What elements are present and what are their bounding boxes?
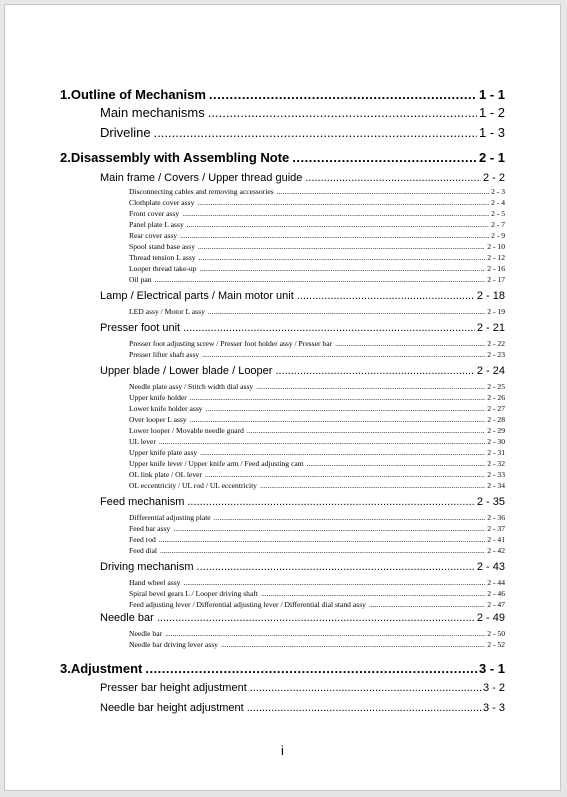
toc-item[interactable] [129, 600, 505, 609]
dot-leader [205, 470, 485, 479]
page-ref: 2 - 47 [487, 600, 505, 609]
toc-item[interactable] [129, 535, 505, 544]
section-label: Main frame / Covers / Upper thread guide [100, 172, 303, 184]
item-label: Upper knife plate assy [129, 448, 198, 457]
item-label: Needle plate assy / Stitch width dial assy [129, 382, 254, 391]
dot-leader [155, 275, 486, 284]
page-ref: 1 - 1 [478, 87, 505, 102]
dot-leader [159, 437, 485, 446]
item-label: Spool stand base assy [129, 242, 196, 251]
section-label: Feed mechanism [100, 496, 185, 508]
toc-chapter-2[interactable] [60, 150, 505, 165]
dot-leader [159, 535, 485, 544]
dot-leader [275, 365, 474, 377]
dot-leader [247, 426, 485, 435]
page-ref: 2 - 46 [487, 589, 505, 598]
item-label: Spiral bevel gears L / Looper driving shaft [129, 589, 258, 598]
item-label: OL eccentricity / UL rod / UL eccentricity [129, 481, 257, 490]
dot-leader [187, 220, 489, 229]
dot-leader [199, 264, 485, 273]
page-ref: 2 - 37 [487, 524, 505, 533]
item-label: Feed bar assy [129, 524, 171, 533]
page-number: i [281, 743, 284, 758]
page-ref: 2 - 49 [476, 612, 505, 624]
dot-leader [335, 339, 485, 348]
page-ref: 2 - 32 [487, 459, 505, 468]
section-label: Driving mechanism [100, 561, 194, 573]
dot-leader [200, 448, 485, 457]
page-ref: 2 - 22 [487, 339, 505, 348]
chapter-title: Outline of Mechanism [70, 87, 206, 102]
page-ref: 2 - 41 [487, 535, 505, 544]
page-ref: 2 - 31 [487, 448, 505, 457]
dot-leader [260, 481, 485, 490]
dot-leader [208, 307, 485, 316]
page-ref: 3 - 3 [482, 702, 505, 714]
page-ref: 2 - 7 [491, 220, 505, 229]
toc-item[interactable] [129, 242, 505, 251]
section-label: Presser bar height adjustment [100, 682, 247, 694]
dot-leader [197, 198, 489, 207]
toc-item[interactable] [129, 415, 505, 424]
dot-leader [154, 125, 477, 140]
page-ref: 2 - 35 [476, 496, 505, 508]
item-label: Presser foot adjusting screw / Presser foot holder assy / Presser bar [129, 339, 333, 348]
item-label: Needle bar driving lever assy [129, 640, 218, 649]
toc-item[interactable] [129, 307, 505, 316]
toc-section[interactable] [100, 561, 505, 573]
item-label: Presser lifter shaft assy [129, 350, 200, 359]
toc-item[interactable] [129, 524, 505, 533]
toc-item[interactable] [129, 546, 505, 555]
item-label: Differential adjusting plate [129, 513, 211, 522]
chapter-number: 3. [60, 661, 71, 676]
page-ref: 3 - 1 [478, 661, 505, 676]
toc-item[interactable] [129, 470, 505, 479]
toc-item[interactable] [129, 339, 505, 348]
dot-leader [214, 513, 486, 522]
toc-item[interactable] [129, 253, 505, 262]
toc-item[interactable] [129, 459, 505, 468]
page-ref: 2 - 50 [487, 629, 505, 638]
entry-label: Driveline [100, 125, 151, 140]
toc-section[interactable] [100, 322, 505, 334]
page-ref: 2 - 21 [476, 322, 505, 334]
dot-leader [292, 150, 477, 165]
item-label: Thread tension L assy [129, 253, 196, 262]
dot-leader [199, 253, 486, 262]
item-label: Panel plate L assy [129, 220, 184, 229]
toc-chapter-3[interactable] [60, 661, 505, 676]
section-label: Needle bar height adjustment [100, 702, 244, 714]
dot-leader [256, 382, 485, 391]
toc-item[interactable] [129, 589, 505, 598]
page-ref: 2 - 33 [487, 470, 505, 479]
page-ref: 2 - 44 [487, 578, 505, 587]
page-ref: 2 - 52 [487, 640, 505, 649]
dot-leader [247, 702, 481, 714]
dot-leader [307, 459, 486, 468]
item-label: Feed rod [129, 535, 156, 544]
dot-leader [180, 231, 489, 240]
page-ref: 1 - 3 [478, 125, 505, 140]
item-label: Over looper L assy [129, 415, 187, 424]
dot-leader [221, 640, 485, 649]
page-ref: 2 - 17 [487, 275, 505, 284]
toc-item[interactable] [129, 404, 505, 413]
dot-leader [305, 172, 481, 184]
toc-item[interactable] [129, 578, 505, 587]
toc-item[interactable] [129, 513, 505, 522]
page-ref: 2 - 19 [487, 307, 505, 316]
item-label: Rear cover assy [129, 231, 178, 240]
dot-leader [209, 87, 477, 102]
page-ref: 2 - 43 [476, 561, 505, 573]
item-label: Clothplate cover assy [129, 198, 195, 207]
item-label: Oil pan [129, 275, 152, 284]
dot-leader [173, 524, 485, 533]
page-ref: 2 - 10 [487, 242, 505, 251]
dot-leader [183, 578, 485, 587]
dot-leader [250, 682, 481, 694]
toc-section[interactable] [100, 290, 505, 302]
toc-item[interactable] [129, 448, 505, 457]
toc-entry[interactable] [100, 125, 505, 140]
dot-leader [198, 242, 485, 251]
dot-leader [165, 629, 485, 638]
toc-item[interactable] [129, 209, 505, 218]
section-label: Presser foot unit [100, 322, 181, 334]
toc-item[interactable] [129, 350, 505, 359]
page-ref: 2 - 29 [487, 426, 505, 435]
dot-leader [157, 612, 475, 624]
chapter-title: Adjustment [70, 661, 143, 676]
entry-label: Main mechanisms [100, 105, 205, 120]
toc-section[interactable] [100, 365, 505, 377]
dot-leader [187, 496, 474, 508]
page-ref: 2 - 1 [478, 150, 505, 165]
page-ref: 1 - 2 [478, 105, 505, 120]
toc-item[interactable] [129, 275, 505, 284]
item-label: Feed dial [129, 546, 158, 555]
page-ref: 2 - 5 [491, 209, 505, 218]
toc-section[interactable] [100, 496, 505, 508]
toc-item[interactable] [129, 198, 505, 207]
item-label: Hand wheel assy [129, 578, 181, 587]
page-ref: 2 - 34 [487, 481, 505, 490]
page-ref: 2 - 25 [487, 382, 505, 391]
dot-leader [145, 661, 477, 676]
page-ref: 2 - 42 [487, 546, 505, 555]
page-ref: 2 - 2 [482, 172, 505, 184]
table-of-contents [5, 5, 560, 790]
toc-item[interactable] [129, 231, 505, 240]
dot-leader [190, 415, 486, 424]
page-ref: 2 - 24 [476, 365, 505, 377]
toc-section[interactable] [100, 172, 505, 184]
toc-section[interactable] [100, 612, 505, 624]
toc-item[interactable] [129, 426, 505, 435]
item-label: Upper knife holder [129, 393, 187, 402]
page-ref: 2 - 23 [487, 350, 505, 359]
item-label: Needle bar [129, 629, 163, 638]
item-label: OL link plate / OL lever [129, 470, 203, 479]
toc-entry[interactable] [100, 105, 505, 120]
toc-item[interactable] [129, 629, 505, 638]
page-ref: 2 - 30 [487, 437, 505, 446]
page-ref: 2 - 36 [487, 513, 505, 522]
dot-leader [277, 187, 489, 196]
item-label: Upper knife lever / Upper knife arm / Feed adjusting cam [129, 459, 304, 468]
section-label: Needle bar [100, 612, 154, 624]
toc-item[interactable] [129, 640, 505, 649]
page-ref: 2 - 16 [487, 264, 505, 273]
item-label: Lower knife holder assy [129, 404, 203, 413]
item-label: UL lever [129, 437, 156, 446]
dot-leader [183, 322, 475, 334]
page-ref: 2 - 26 [487, 393, 505, 402]
dot-leader [197, 561, 475, 573]
dot-leader [208, 105, 477, 120]
chapter-number: 1. [60, 87, 71, 102]
dot-leader [160, 546, 485, 555]
document-page [4, 4, 561, 791]
page-ref: 2 - 3 [491, 187, 505, 196]
section-label: Upper blade / Lower blade / Looper [100, 365, 273, 377]
toc-item[interactable] [129, 481, 505, 490]
dot-leader [261, 589, 485, 598]
dot-leader [182, 209, 489, 218]
toc-chapter-1[interactable] [60, 87, 505, 102]
toc-item[interactable] [129, 187, 505, 196]
page-ref: 2 - 4 [491, 198, 505, 207]
page-ref: 2 - 27 [487, 404, 505, 413]
toc-item[interactable] [129, 264, 505, 273]
page-ref: 2 - 12 [487, 253, 505, 262]
page-ref: 2 - 9 [491, 231, 505, 240]
toc-item[interactable] [129, 437, 505, 446]
toc-item[interactable] [129, 382, 505, 391]
item-label: Feed adjusting lever / Differential adjusting lever / Differential dial stand assy [129, 600, 366, 609]
toc-item[interactable] [129, 220, 505, 229]
toc-item[interactable] [129, 393, 505, 402]
page-ref: 2 - 28 [487, 415, 505, 424]
item-label: Lower looper / Movable needle guard [129, 426, 244, 435]
page-ref: 2 - 18 [476, 290, 505, 302]
toc-section[interactable] [100, 682, 505, 694]
chapter-number: 2. [60, 150, 71, 165]
dot-leader [190, 393, 486, 402]
dot-leader [369, 600, 485, 609]
item-label: Looper thread take-up [129, 264, 197, 273]
item-label: LED assy / Motor L assy [129, 307, 205, 316]
item-label: Front cover assy [129, 209, 180, 218]
section-label: Lamp / Electrical parts / Main motor unit [100, 290, 294, 302]
dot-leader [202, 350, 485, 359]
page-ref: 3 - 2 [482, 682, 505, 694]
chapter-title: Disassembly with Assembling Note [70, 150, 290, 165]
dot-leader [297, 290, 475, 302]
dot-leader [206, 404, 486, 413]
item-label: Disconnecting cables and removing accessories [129, 187, 274, 196]
toc-section[interactable] [100, 702, 505, 714]
